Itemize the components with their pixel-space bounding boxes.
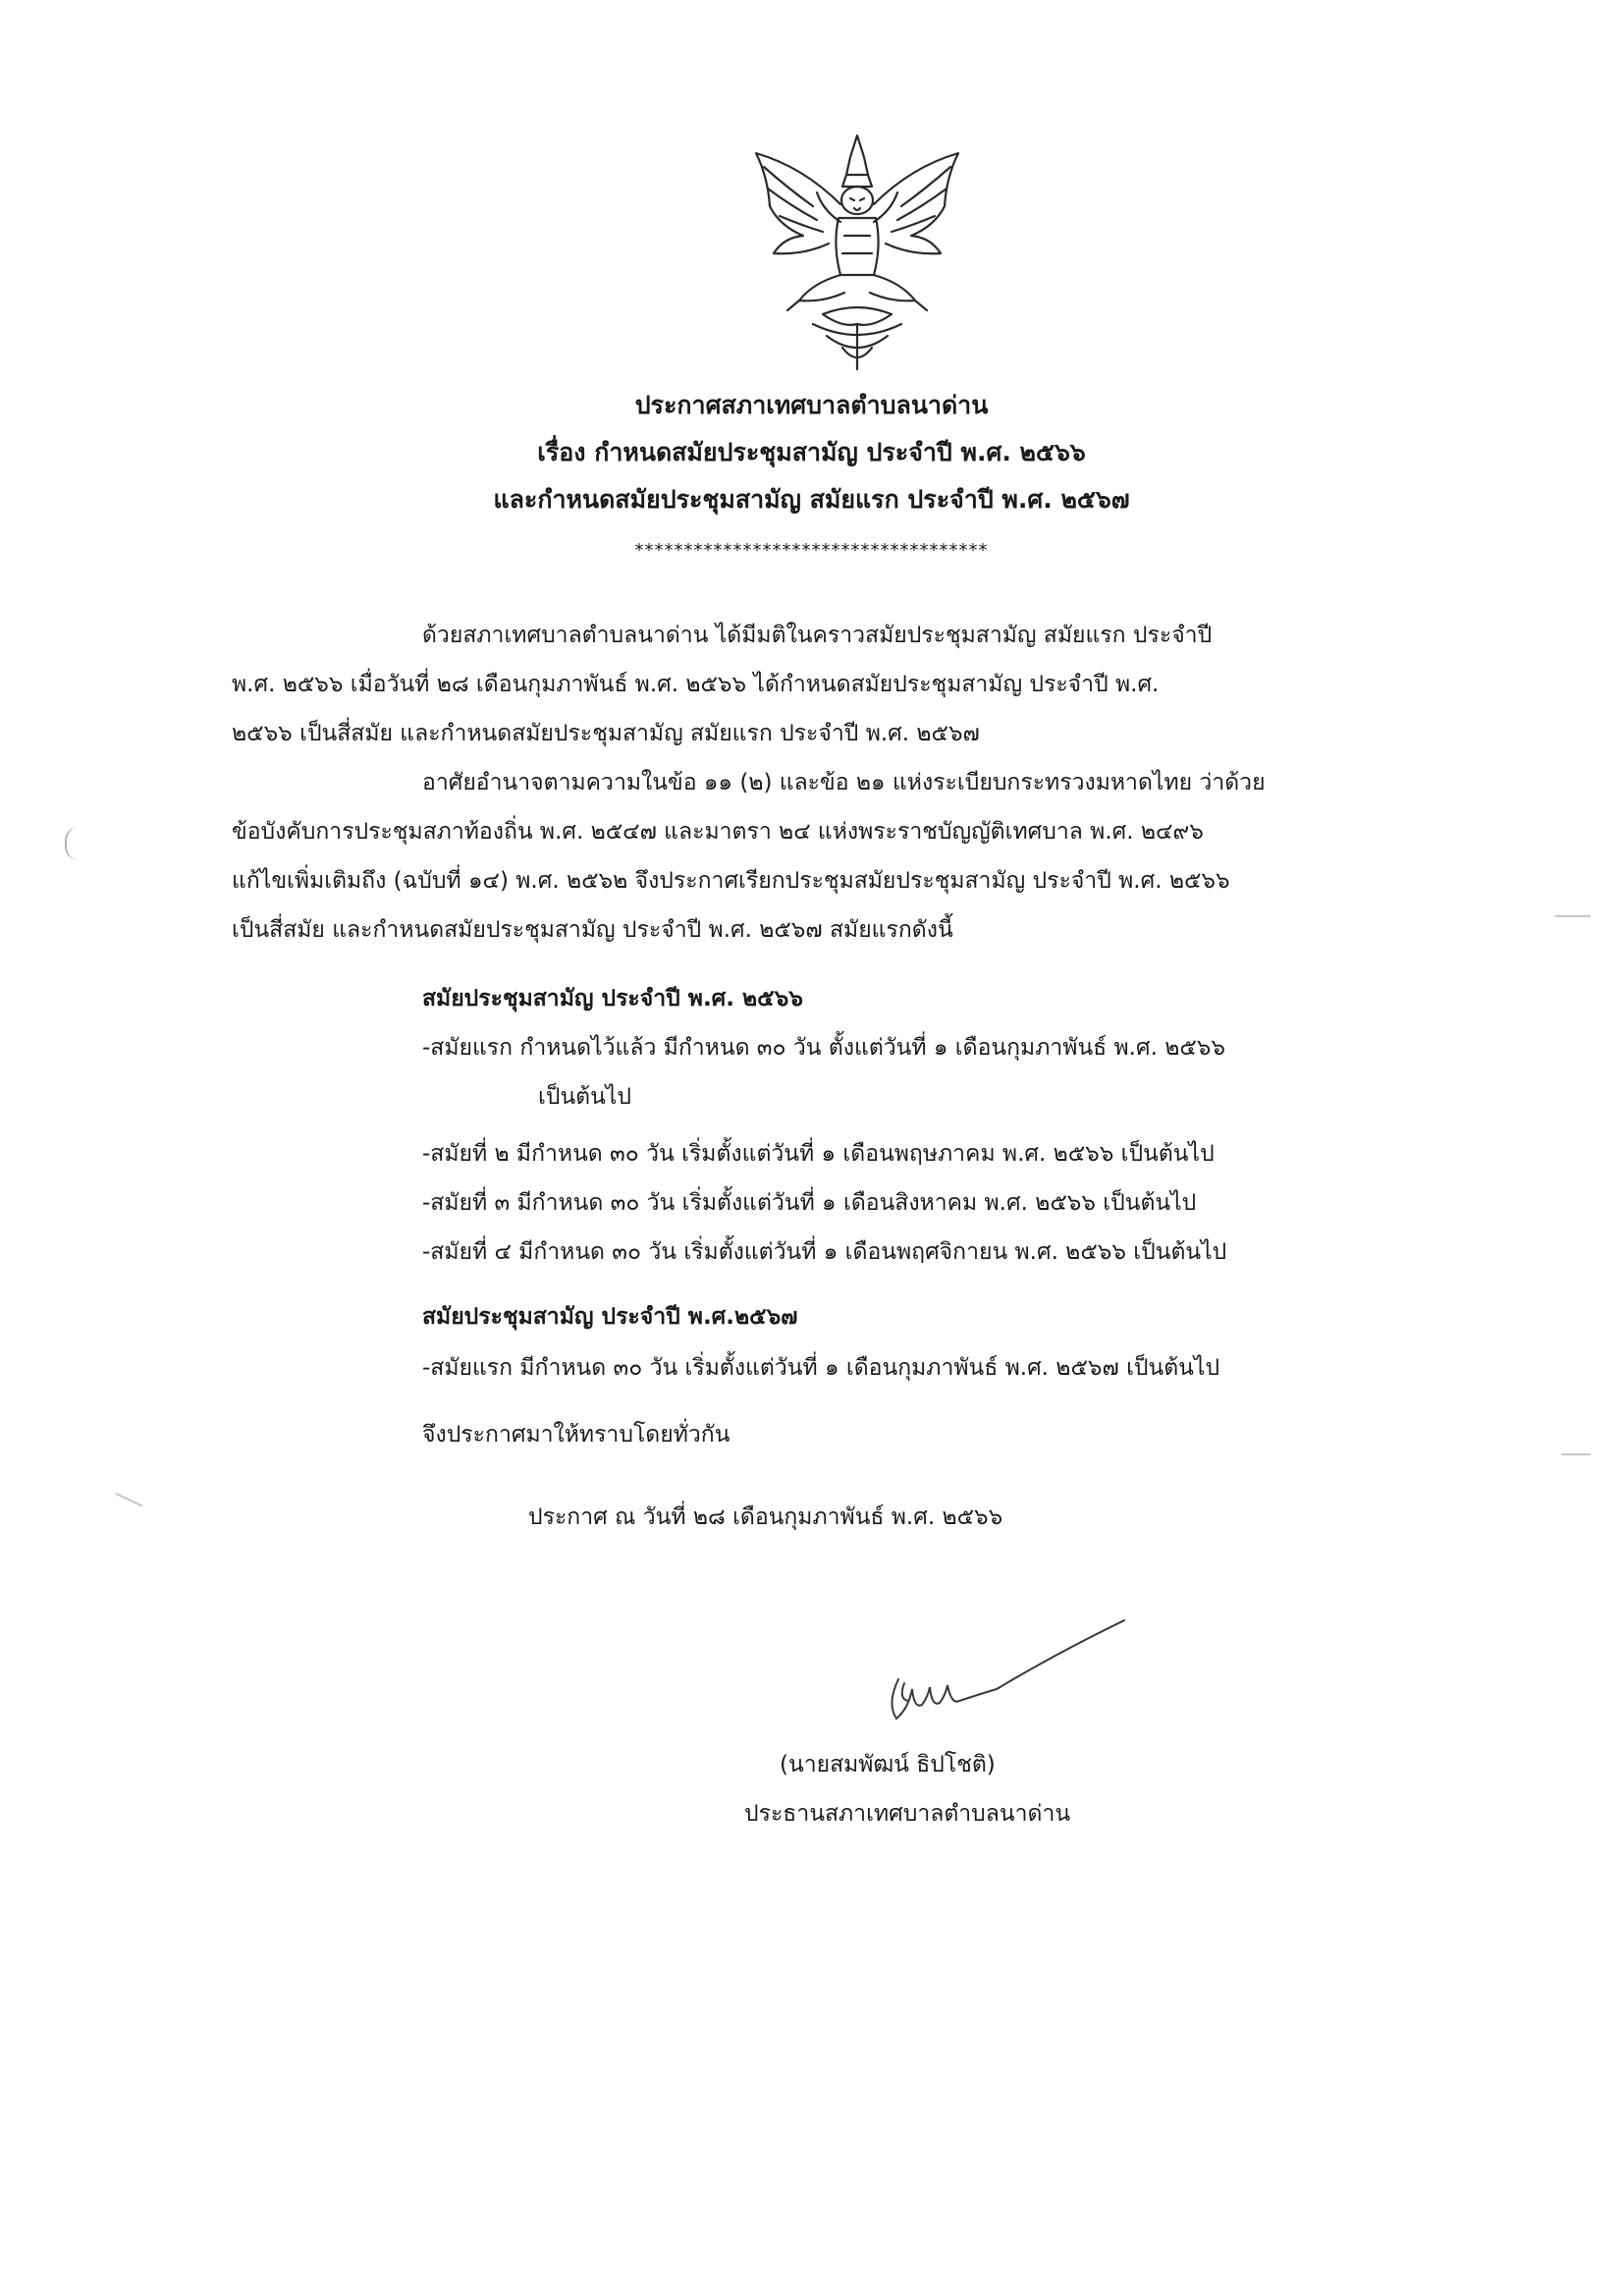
session-2566-1-continued: เป็นต้นไป xyxy=(538,1084,632,1110)
session-2566-2: -สมัยที่ ๒ มีกำหนด ๓๐ วัน เริ่มตั้งแต่วันที่ ๑ เดือนพฤษภาคม พ.ศ. ๒๕๖๖ เป็นต้นไป xyxy=(422,1141,1215,1167)
sessions-2566-heading: สมัยประชุมสามัญ ประจำปี พ.ศ. ๒๕๖๖ xyxy=(422,986,803,1011)
session-2566-1: -สมัยแรก กำหนดไว้แล้ว มีกำหนด ๓๐ วัน ตั้งแต่วันที่ ๑ เดือนกุมภาพันธ์ พ.ศ. ๒๕๖๖ xyxy=(422,1035,1225,1061)
announcement-subject-continued: และกำหนดสมัยประชุมสามัญ สมัยแรก ประจำปี พ.ศ. ๒๕๖๗ xyxy=(493,485,1130,514)
paragraph-1-line-3: ๒๕๖๖ เป็นสี่สมัย และกำหนดสมัยประชุมสามัญ สมัยแรก ประจำปี พ.ศ. ๒๕๖๗ xyxy=(232,721,980,746)
garuda-emblem-icon xyxy=(744,128,970,373)
sessions-2567-heading: สมัยประชุมสามัญ ประจำปี พ.ศ.๒๕๖๗ xyxy=(422,1304,798,1330)
scan-mark-left-2 xyxy=(115,1493,142,1506)
signatory-name: (นายสมพัฒน์ ธิปโชติ) xyxy=(780,1752,996,1777)
session-2567-1: -สมัยแรก มีกำหนด ๓๐ วัน เริ่มตั้งแต่วันที่ ๑ เดือนกุมภาพันธ์ พ.ศ. ๒๕๖๗ เป็นต้นไป xyxy=(422,1355,1220,1381)
announcement-title: ประกาศสภาเทศบาลตำบลนาด่าน xyxy=(634,391,989,419)
session-2566-3: -สมัยที่ ๓ มีกำหนด ๓๐ วัน เริ่มตั้งแต่วันที่ ๑ เดือนสิงหาคม พ.ศ. ๒๕๖๖ เป็นต้นไป xyxy=(422,1190,1197,1216)
scan-mark-right xyxy=(1555,915,1591,917)
scan-mark-right-2 xyxy=(1561,1453,1591,1455)
paragraph-1-line-1: ด้วยสภาเทศบาลตำบลนาด่าน ได้มีมติในคราวสมัยประชุมสามัญ สมัยแรก ประจำปี xyxy=(422,623,1213,648)
paragraph-1-line-2: พ.ศ. ๒๕๖๖ เมื่อวันที่ ๒๘ เดือนกุมภาพันธ์ พ.ศ. ๒๕๖๖ ได้กำหนดสมัยประชุมสามัญ ประจำปี พ.ศ. xyxy=(232,672,1160,697)
paragraph-2-line-3: แก้ไขเพิ่มเติมถึง (ฉบับที่ ๑๔) พ.ศ. ๒๕๖๒ จึงประกาศเรียกประชุมสมัยประชุมสามัญ ประจำปี พ.ศ. ๒๕๖๖ xyxy=(232,868,1230,894)
title-separator: ************************************ xyxy=(634,540,989,561)
announcement-subject: เรื่อง กำหนดสมัยประชุมสามัญ ประจำปี พ.ศ. ๒๕๖๖ xyxy=(537,438,1086,466)
paragraph-2-line-1: อาศัยอำนาจตามความในข้อ ๑๑ (๒) และข้อ ๒๑ แห่งระเบียบกระทรวงมหาดไทย ว่าด้วย xyxy=(422,770,1266,795)
paragraph-2-line-4: เป็นสี่สมัย และกำหนดสมัยประชุมสามัญ ประจำปี พ.ศ. ๒๕๖๗ สมัยแรกดังนี้ xyxy=(232,917,953,943)
signatory-position: ประธานสภาเทศบาลตำบลนาด่าน xyxy=(744,1801,1071,1827)
session-2566-4: -สมัยที่ ๔ มีกำหนด ๓๐ วัน เริ่มตั้งแต่วันที่ ๑ เดือนพฤศจิกายน พ.ศ. ๒๕๖๖ เป็นต้นไป xyxy=(422,1239,1227,1265)
announcement-date: ประกาศ ณ วันที่ ๒๘ เดือนกุมภาพันธ์ พ.ศ. ๒๕๖๖ xyxy=(528,1504,1003,1530)
paragraph-2-line-2: ข้อบังคับการประชุมสภาท้องถิ่น พ.ศ. ๒๕๔๗ และมาตรา ๒๔ แห่งพระราชบัญญัติเทศบาล พ.ศ. ๒๔๙๖ xyxy=(232,819,1204,845)
closing-notice: จึงประกาศมาให้ทราบโดยทั่วกัน xyxy=(422,1422,730,1448)
scan-mark-left xyxy=(65,827,81,860)
handwritten-signature xyxy=(869,1611,1144,1728)
